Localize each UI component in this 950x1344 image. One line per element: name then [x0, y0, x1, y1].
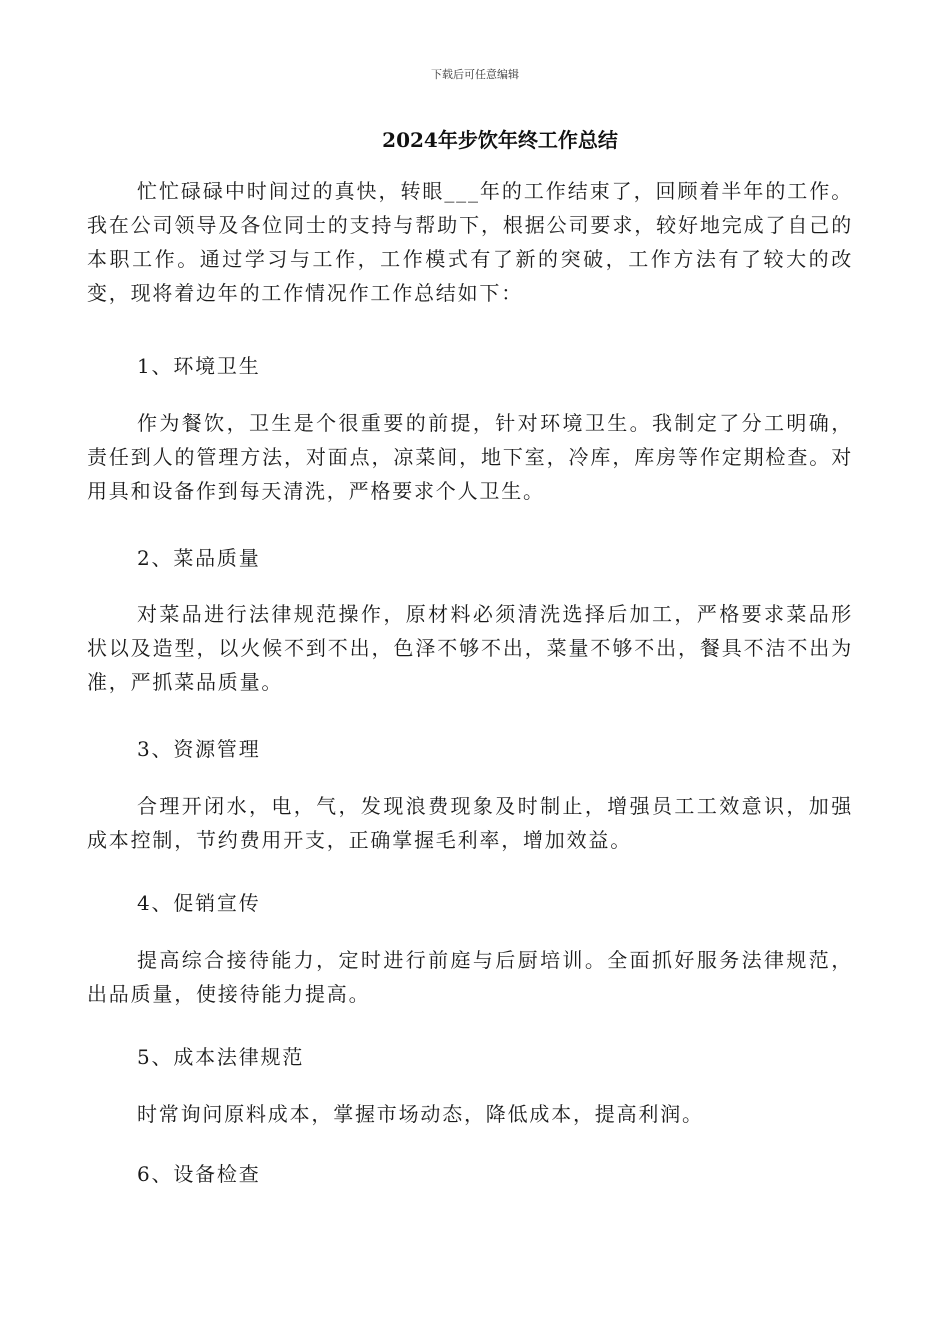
intro-paragraph: 忙忙碌碌中时间过的真快，转眼___年的工作结束了，回顾着半年的工作。我在公司领导及各位同士的支持与帮助下，根据公司要求，较好地完成了自己的本职工作。通过学习与工作，工作模式有了新的突破，工作方法有了较大的改变，现将着边年的工作情况作工作总结如下： — [87, 179, 853, 305]
document-title: 2024年步饮年终工作总结 — [382, 128, 618, 152]
section-heading-2: 2、菜品质量 — [137, 546, 261, 570]
header-note: 下载后可任意编辑 — [431, 68, 519, 81]
section-heading-4: 4、促销宣传 — [137, 891, 261, 915]
section-heading-1: 1、环境卫生 — [137, 354, 261, 378]
section-paragraph-1: 作为餐饮，卫生是个很重要的前提，针对环境卫生。我制定了分工明确，责任到人的管理方法，对面点，凉菜间，地下室，冷库，库房等作定期检查。对用具和设备作到每天清洗，严格要求个人卫生。 — [87, 411, 853, 503]
section-paragraph-4: 提高综合接待能力，定时进行前庭与后厨培训。全面抓好服务法律规范，出品质量，使接待能力提高。 — [87, 948, 853, 1006]
section-paragraph-5: 时常询问原料成本，掌握市场动态，降低成本，提高利润。 — [137, 1102, 704, 1126]
section-paragraph-3: 合理开闭水，电，气，发现浪费现象及时制止，增强员工工效意识，加强成本控制，节约费用开支，正确掌握毛利率，增加效益。 — [87, 794, 853, 852]
section-heading-6: 6、设备检查 — [137, 1162, 261, 1186]
section-paragraph-2: 对菜品进行法律规范操作，原材料必须清洗选择后加工，严格要求菜品形状以及造型，以火候不到不出，色泽不够不出，菜量不够不出，餐具不洁不出为准，严抓菜品质量。 — [87, 602, 853, 694]
section-heading-3: 3、资源管理 — [137, 737, 261, 761]
section-heading-5: 5、成本法律规范 — [137, 1045, 305, 1069]
